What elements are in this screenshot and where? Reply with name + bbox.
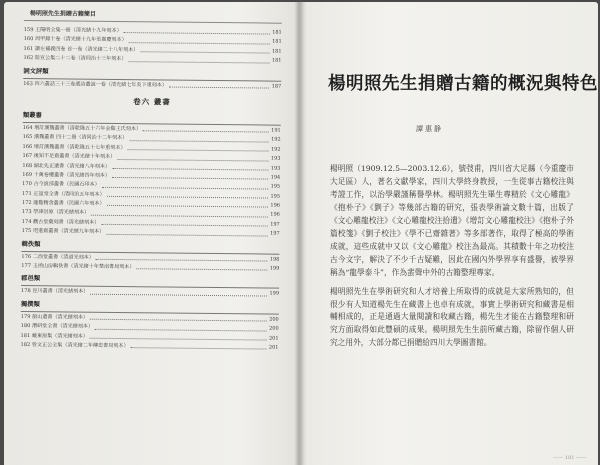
toc-entry-text: 172 龍谿精舍叢書（民國六年刻本） (21, 200, 105, 207)
toc-entry-text: 169 十萬卷樓叢書（清光緒四年刻本） (22, 171, 111, 179)
toc-group-top (23, 26, 281, 66)
toc-leader-dots (102, 187, 269, 190)
toc-entry-page: 198 (269, 256, 280, 263)
left-page-toc (19, 8, 282, 465)
toc-entry-page: 191 (271, 127, 281, 134)
toc-leader-dots (140, 51, 270, 53)
page-number: —— 181 —— (553, 455, 586, 461)
toc-section-head: 獨撰類 (21, 300, 279, 315)
toc-entry-page: 181 (271, 57, 282, 64)
running-head: 楊明照先生捐贈古籍簡目 (24, 8, 282, 24)
toc-leader-dots (128, 61, 269, 63)
toc-entry-page: 192 (271, 136, 281, 144)
toc-entry-text: 176 二酉堂叢書（清道光刻本） (21, 253, 94, 261)
toc-entry-text: 164 增訂漢魏叢書（清乾隆五十六年金谿王氏刻本） (22, 124, 142, 133)
toc-entry (20, 341, 278, 353)
toc-entry-text: 163 四六叢話三十三卷選詩叢說一卷（清光緒七年吳下重刻本） (23, 80, 168, 89)
toc-leader-dots (128, 149, 269, 151)
toc-entry-text: 182 曾文正公全集（清光緒二年傳忠書局刻本） (20, 341, 129, 350)
toc-group-section-4 (21, 287, 279, 299)
toc-entry-page: 187 (271, 83, 282, 90)
toc-entry-page: 196 (270, 212, 280, 219)
toc-entry-text: 179 船山遺書（清光緒刻本） (20, 313, 89, 321)
toc-leader-dots (91, 215, 268, 218)
toc-leader-dots (112, 168, 269, 171)
toc-entry-page: 197 (270, 221, 280, 228)
toc-entry-text: 178 涇川叢書（清光緒刻本） (21, 288, 89, 296)
toc-entry-text: 161 讀左補義四卷 首一卷（清光緒二十八年刻本） (23, 45, 139, 53)
toc-leader-dots (107, 205, 269, 208)
toc-leader-dots (112, 177, 269, 180)
toc-entry-page: 201 (268, 344, 279, 351)
toc-entry-text: 175 咫進齋叢書（清光緒九年刻本） (21, 228, 105, 236)
toc-entry-text: 166 增訂漢魏叢書（清乾隆五十七年重刻本） (22, 143, 126, 151)
article-paragraph: 楊明照先生在學術研究和人才培養上所取得的成就是大家所熟知的，但很少有人知道楊先生在藏書上也卓有成就，事實上學術研究和藏書是相輔相成的，正是通過大量閱讀和收藏古籍，楊先生才能在古籍整理和研究方面取得如此豐碩的成果。楊明照先生生前所藏古籍，除留作個人研究之用外，大部分都已捐贈給四川大學圖書館。 (330, 286, 574, 348)
toc-leader-dots (90, 294, 267, 297)
toc-volume-head: 卷六 叢書 (133, 97, 171, 107)
toc-entry-page: 200 (269, 325, 279, 332)
toc-leader-dots (131, 348, 267, 350)
toc-entry-text: 162 陸宣公集二十二卷（清同治十三年刻本） (23, 55, 127, 63)
toc-entry-page: 181 (271, 48, 282, 55)
toc-section-head: 詞文評類 (23, 67, 281, 82)
right-page-article (306, 2, 596, 465)
article-author: 譚惠静 (416, 125, 443, 133)
toc-entry-text: 168 湖北先正遺書（清光緒八年刻本） (22, 162, 111, 170)
book-spread (4, 2, 598, 465)
article-title: 楊明照先生捐贈古籍的概況與特色 (328, 74, 598, 94)
toc-entry-text: 160 周甲錄十卷（清光緒十九年至嘉慶刻本） (23, 36, 127, 44)
toc-entry-text: 173 學津討原（清光緒刻本） (21, 209, 90, 217)
toc-entry-page: 197 (270, 230, 280, 237)
toc-leader-dots (143, 131, 269, 133)
toc-group-section-2 (22, 124, 281, 239)
toc-leader-dots (136, 269, 267, 271)
toc-entry-page: 196 (270, 202, 280, 209)
article-paragraph: 楊明照（1909.12.5—2003.12.6），號弢甫，四川省大足縣（今重慶市大足區）人，著名文獻學家，四川大學終身教授，一生從事古籍校注與考證工作，以治學嚴謹稱譽學林。楊明照先生畢生專精於《文心雕龍》《抱朴子》《劉子》等幾部古籍的研究，張表學術論文數十篇，出版了《文心雕龍校注》《文心雕龍校注拾遺》《增訂文心雕龍校注》《抱朴子外篇校箋》《劉子校注》《學不已齋雜著》等多部著作，取得了極高的學術成就，這些成就中又以《文心雕龍》校注為最高。其積數十年之功校注古今文字，解決了不少千古疑難，因此在國內外學界享有盛譽，被學界稱為“龍學泰斗”，作為蜚聲中外的古籍整理專家。 (330, 164, 574, 277)
toc-leader-dots (106, 234, 268, 237)
toc-entry-page: 199 (269, 265, 280, 272)
toc-entry-text: 159 王陽明全集一冊（清光緒十九年刻本） (23, 26, 122, 35)
toc-leader-dots (129, 140, 269, 142)
toc-entry-text: 177 玉函山房輯佚書（清光緒十年楚南書局刻本） (21, 263, 135, 271)
toc-entry-text: 170 古今說部叢書（民國石印本） (22, 181, 100, 189)
toc-entry (23, 54, 281, 66)
article-body (330, 163, 574, 350)
toc-entry-page: 199 (269, 290, 280, 298)
toc-entry-text: 180 潛研堂全書（清光緒刻本） (20, 323, 94, 330)
toc-entry-text: 167 後知不足齋叢書（清光緒十年刻本） (22, 153, 116, 161)
toc-group-section-5 (20, 313, 278, 353)
toc-leader-dots (129, 42, 270, 44)
toc-section-head: 郡邑類 (21, 274, 279, 289)
toc-entry-page: 181 (272, 38, 282, 46)
toc-leader-dots (101, 224, 268, 227)
toc-entry-page: 192 (270, 146, 281, 153)
toc-entry-page: 193 (270, 155, 281, 162)
toc-section-head: 輯佚類 (21, 240, 279, 255)
toc-entry (21, 262, 279, 274)
toc-leader-dots (107, 196, 269, 199)
toc-entry-text: 174 觀古堂彙刻書（清光緒刻本） (21, 218, 100, 226)
toc-entry-page: 195 (270, 183, 281, 190)
toc-group-section-3 (21, 253, 279, 274)
toc-entry (21, 287, 279, 299)
toc-entry-text: 171 正誼堂全書（清同治五年刻本） (22, 190, 105, 198)
toc-entry-page: 200 (269, 316, 279, 323)
toc-entry-page: 201 (268, 335, 279, 342)
toc-entry-text: 181 戴東原集（清光緒刻本） (20, 332, 88, 340)
toc-entry-page: 193 (270, 165, 281, 172)
toc-leader-dots (90, 338, 267, 341)
toc-entry-page: 194 (270, 174, 281, 181)
toc-leader-dots (124, 32, 271, 35)
toc-entry-page: 195 (270, 193, 281, 200)
toc-entry (22, 227, 280, 239)
toc-leader-dots (90, 319, 267, 322)
toc-leader-dots (169, 86, 270, 88)
toc-entry-page: 181 (272, 29, 282, 36)
toc-leader-dots (117, 159, 269, 162)
book-gutter (294, 2, 304, 465)
toc-entry-text: 165 漢魏叢書 四十二冊（清同治十二年刻本） (22, 134, 128, 142)
toc-leader-dots (95, 328, 267, 331)
toc-leader-dots (96, 259, 268, 262)
toc-section-head: 類叢書 (23, 111, 281, 126)
